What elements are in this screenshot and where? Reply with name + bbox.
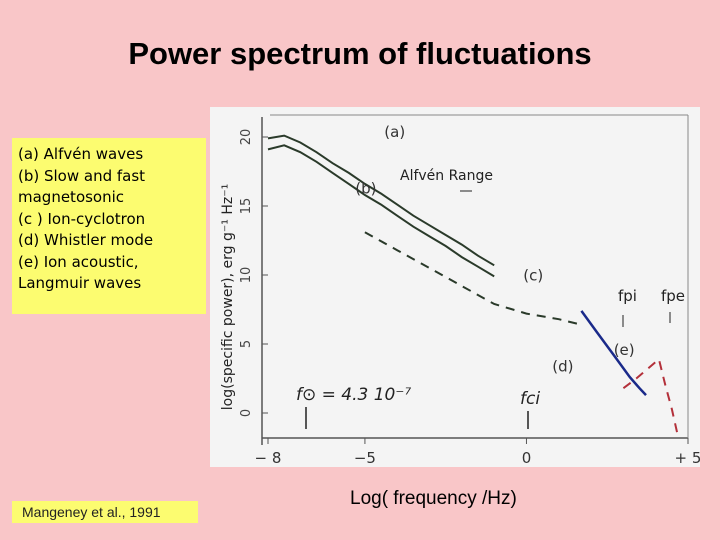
legend-line-b-cont: magnetosonic (18, 188, 125, 206)
curve-label-a: (a) (384, 123, 406, 141)
series-line-b (268, 145, 494, 276)
y-axis-title: log(specific power), erg g⁻¹ Hz⁻¹ (220, 183, 236, 411)
spectrum-plot-panel (210, 107, 700, 467)
legend-line-e: (e) Ion acoustic, (18, 252, 139, 271)
curve-label-e: (e) (613, 341, 635, 360)
citation-label: Mangeney et al., 1991 (12, 501, 198, 523)
x-tick-label: −5 (353, 449, 376, 467)
x-axis-title: Log( frequency /Hz) (350, 488, 517, 509)
f-sun-label: f⊙ = 4.3 10⁻⁷ (296, 385, 412, 405)
f-ci-label: fci (520, 389, 541, 409)
y-tick-label: 5 (239, 339, 254, 349)
f-pi-label: fpi (618, 287, 637, 305)
legend-line-d: (d) Whistler mode (18, 231, 154, 249)
curve-label-b: (b) (355, 179, 377, 198)
legend-line-b: (b) Slow and fast (18, 166, 146, 185)
slide-title: Power spectrum of fluctuations (128, 36, 592, 71)
y-tick-label: 15 (239, 197, 254, 215)
series-line-a (268, 136, 494, 266)
y-tick-label: 10 (239, 266, 254, 284)
y-tick-label: 0 (239, 408, 254, 418)
f-pe-label: fpe (661, 287, 686, 305)
curve-label-d: (d) (552, 357, 574, 376)
legend-line-e-cont: Langmuir waves (18, 274, 142, 292)
series-line-e (623, 359, 678, 438)
series-line-c (365, 232, 582, 325)
x-tick-label: − 8 (254, 449, 282, 467)
x-tick-label: 0 (521, 449, 532, 467)
legend-line-c: (c ) Ion-cyclotron (18, 209, 146, 228)
wave-mode-legend (12, 138, 206, 314)
curve-label-c: (c) (523, 266, 544, 285)
alfven-range-label: Alfvén Range (400, 168, 493, 184)
legend-line-a: (a) Alfvén waves (18, 145, 144, 163)
spectrum-chart (210, 107, 700, 467)
x-tick-label: + 5 (674, 449, 700, 467)
y-tick-label: 20 (239, 128, 254, 146)
